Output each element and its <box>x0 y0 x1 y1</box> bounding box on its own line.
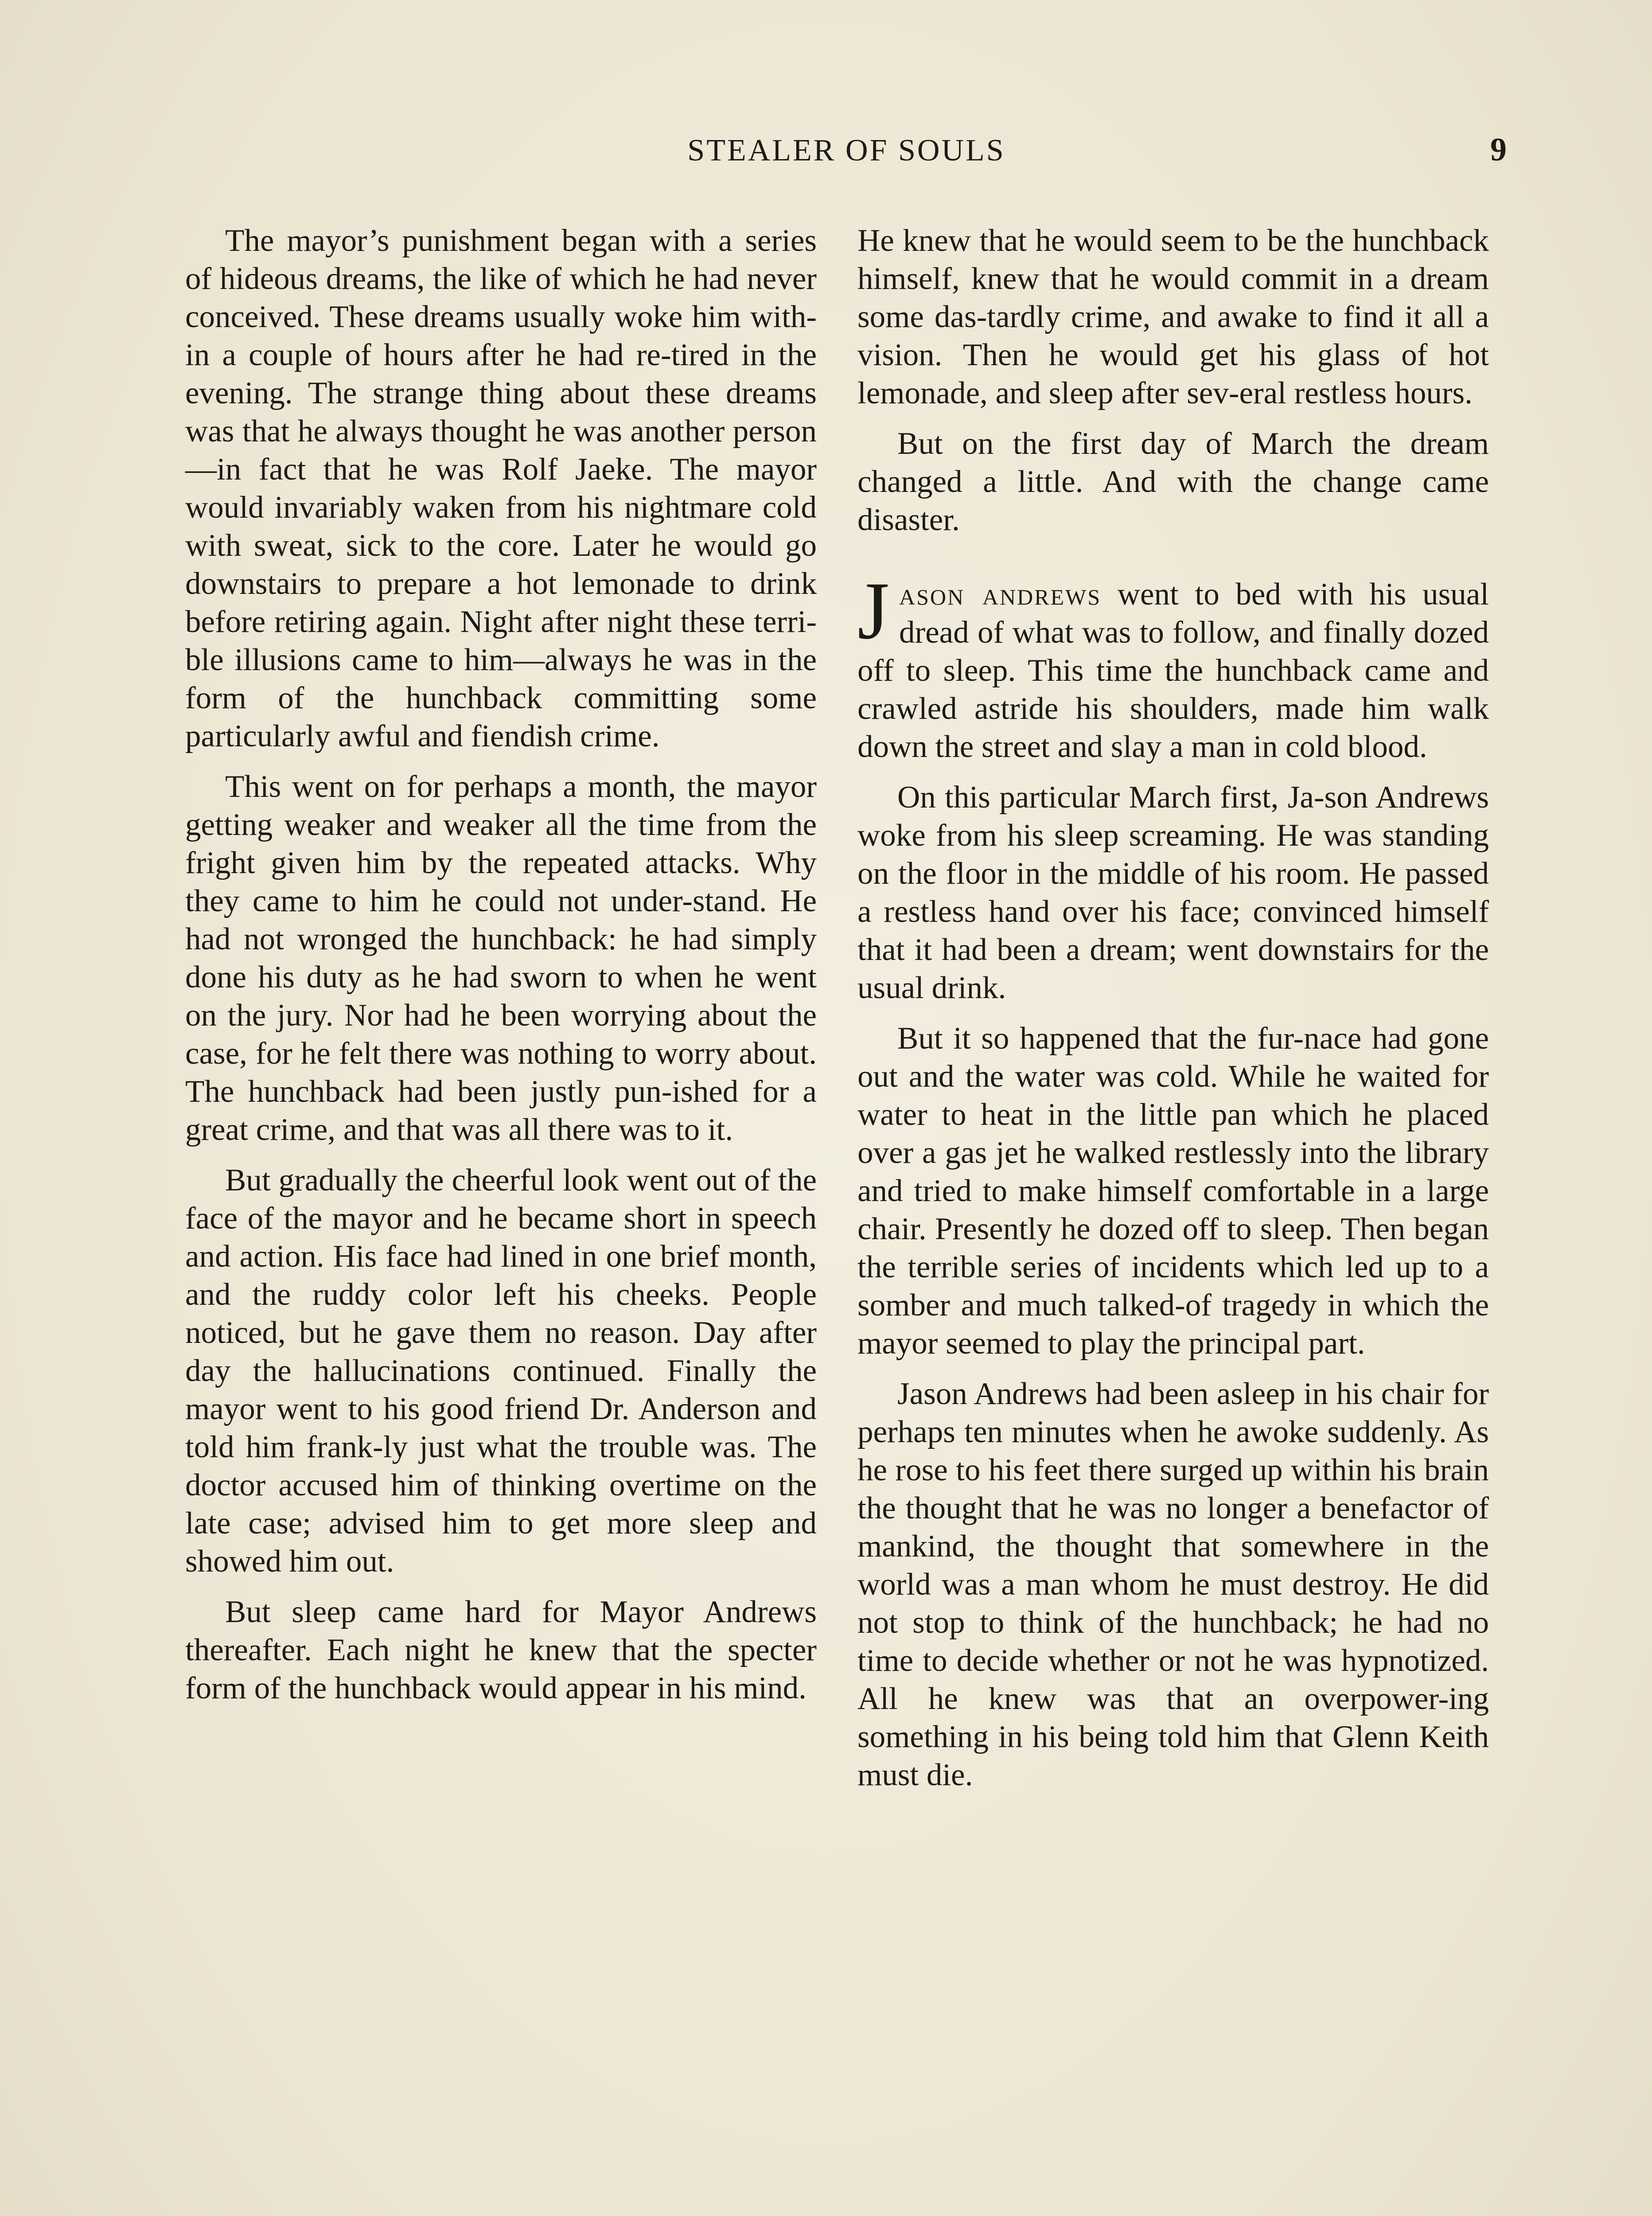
paragraph: Jason Andrews had been asleep in his chair for perhaps ten minutes when he awoke suddenly. As he rose to his feet there surged up within his brain the thought that he was no longer a benefactor of mankind, the thought that somewhere in the world was a man whom he must destroy. He did not stop to think of the hunchback; he had no time to decide whether or not he was hypnotized. All he knew was that an overpower-ing something in his being told him that Glenn Keith must die. <box>857 1377 1489 1792</box>
paragraph-text: went to bed with his usual dread of what was to follow, and finally dozed off to sleep. This time the hunchback came and crawled astride his shoulders, made him walk down the street and slay a man in cold blood. <box>857 577 1489 764</box>
paragraph: On this particular March first, Ja-son Andrews woke from his sleep screaming. He was standing on the floor in the middle of his room. He passed a restless hand over his face; convinced himself that it had been a dream; went downstairs for the usual drink. <box>857 780 1489 1005</box>
running-title: STEALER OF SOULS <box>687 133 1005 168</box>
paragraph: But on the first day of March the dream changed a little. And with the change came disaster. <box>857 426 1489 537</box>
paragraph: But it so happened that the fur-nace had gone out and the water was cold. While he waited for water to heat in the little pan which he placed over a gas jet he walked restlessly into the library and tried to make himself comfortable in a large chair. Presently he dozed off to sleep. Then began the terrible series of incidents which led up to a somber and much talked-of tragedy in which the mayor seemed to play the principal part. <box>857 1021 1489 1361</box>
paragraph: This went on for perhaps a month, the mayor getting weaker and weaker all the time from the fright given him by the repeated attacks. Why they came to him he could not under-stand. He had not wronged the hunchback: he had simply done his duty as he had sworn to when he went on the jury. Nor had he been worrying about the case, for he felt there was nothing to worry about. The hunchback had been justly pun-ished for a great crime, and that was all there was to it. <box>185 769 817 1147</box>
paragraph: But gradually the cheerful look went out of the face of the mayor and he became short in speech and action. His face had lined in one brief month, and the ruddy color left his cheeks. People noticed, but he gave them no reason. Day after day the hallucinations continued. Finally the mayor went to his good friend Dr. Anderson and told him frank-ly just what the trouble was. The doctor accused him of thinking overtime on the late case; advised him to get more sleep and showed him out. <box>185 1163 817 1579</box>
paragraph: But sleep came hard for Mayor Andrews thereafter. Each night he knew that the specter form of the hunchback would appear in his mind. <box>185 1595 817 1705</box>
paragraph: He knew that he would seem to be the hunchback himself, knew that he would commit in a dream some das-tardly crime, and awake to find it all a vision. Then he would get his glass of hot lemonade, and sleep after sev-eral restless hours. <box>857 223 1489 410</box>
left-column <box>185 222 817 1720</box>
right-column <box>857 222 1489 1806</box>
page-number: 9 <box>1490 132 1507 168</box>
page-header <box>186 133 1507 173</box>
small-caps-lead: ason andrews <box>899 577 1102 612</box>
drop-cap: J <box>857 566 889 656</box>
section-opening-paragraph <box>857 566 1489 766</box>
paragraph: The mayor’s punishment began with a series of hideous dreams, the like of which he had never conceived. These dreams usually woke him with-in a couple of hours after he had re-tired in the evening. The strange thing about these dreams was that he always thought he was another person—in fact that he was Rolf Jaeke. The mayor would invariably waken from his nightmare cold with sweat, sick to the core. Later he would go downstairs to prepare a hot lemonade to drink before retiring again. Night after night these terri-ble illusions came to him—always he was in the form of the hunchback committing some particularly awful and fiendish crime. <box>185 223 817 753</box>
